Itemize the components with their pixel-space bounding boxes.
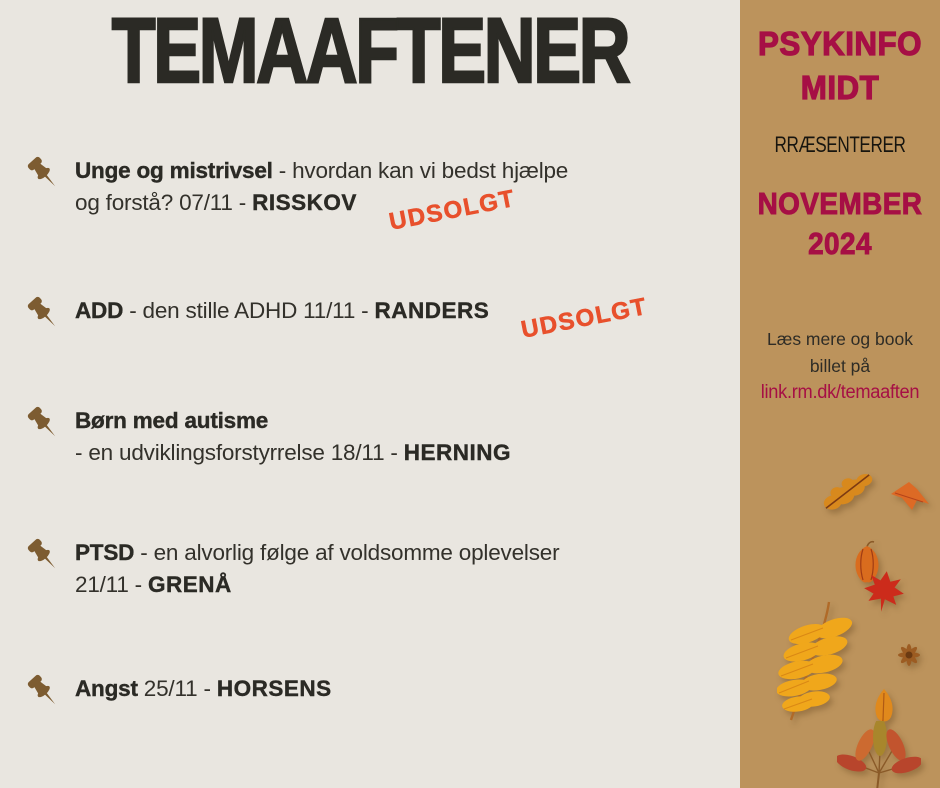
soldout-badge: UDSOLGT: [386, 184, 518, 236]
sidebar: [740, 0, 940, 788]
event-desc: og forstå? 07/11 -: [75, 190, 253, 215]
event-desc: - hvordan kan vi bedst hjælpe: [272, 158, 569, 183]
soldout-badge: UDSOLGT: [519, 292, 650, 344]
event-item-add: [0, 292, 740, 344]
pushpin-icon: [26, 535, 64, 575]
pushpin-icon: [26, 671, 64, 711]
event-line: [75, 673, 740, 705]
brand-line-2: MIDT: [800, 69, 880, 106]
event-line: [75, 292, 740, 344]
event-line: [75, 537, 740, 569]
event-location: RISSKOV: [252, 190, 357, 215]
creeper-leaf-icon: [837, 721, 921, 788]
event-location: GRENÅ: [148, 572, 232, 597]
booking-line-1: Læs mere og book: [767, 329, 913, 349]
event-title: Unge og mistrivsel: [75, 158, 273, 183]
booking-link[interactable]: link.rm.dk/temaaften: [760, 382, 920, 403]
pushpin-icon: [26, 293, 64, 333]
event-desc: 25/11 -: [137, 676, 217, 701]
oak-leaf-icon: [820, 468, 882, 518]
star-anise-icon: [892, 641, 926, 669]
brand-line-1: PSYKINFO: [757, 25, 923, 62]
event-title: ADD: [75, 298, 124, 323]
event-line: [75, 155, 740, 187]
event-location: HORSENS: [216, 676, 332, 701]
event-item-boern-med-autisme: [0, 405, 740, 469]
year-label: 2024: [808, 226, 872, 261]
event-location: HERNING: [403, 440, 512, 465]
event-item-ptsd: [0, 537, 740, 601]
event-title: Børn med autisme: [75, 408, 269, 433]
event-desc: - den stille ADHD 11/11 -: [123, 298, 375, 323]
pushpin-icon: [26, 403, 64, 443]
booking-line-2: billet på: [809, 356, 871, 376]
event-item-angst: [0, 673, 740, 705]
event-location: RANDERS: [374, 298, 490, 323]
event-line: [75, 437, 740, 469]
presents-label: RRÆSENTERER: [774, 132, 906, 157]
event-desc: - en alvorlig følge af voldsomme oplevelser: [134, 540, 560, 565]
event-line: [75, 569, 740, 601]
event-item-unge-og-mistrivsel: [0, 155, 740, 236]
month-year-label: [750, 184, 930, 264]
pushpin-icon: [26, 153, 64, 193]
brand-name: [745, 22, 935, 110]
event-desc: - en udviklingsforstyrrelse 18/11 -: [75, 440, 404, 465]
month-label: NOVEMBER: [757, 186, 923, 221]
torn-leaf-icon: [889, 480, 931, 514]
page-title: TEMAAFTENER: [111, 0, 629, 102]
event-line: [75, 405, 740, 437]
rowan-leaf-icon: [777, 600, 862, 724]
booking-text: [740, 326, 940, 380]
event-title: Angst: [75, 676, 138, 701]
event-title: PTSD: [75, 540, 135, 565]
event-desc: 21/11 -: [75, 572, 149, 597]
maple-leaf-icon: [860, 569, 908, 613]
event-line: [75, 184, 740, 236]
